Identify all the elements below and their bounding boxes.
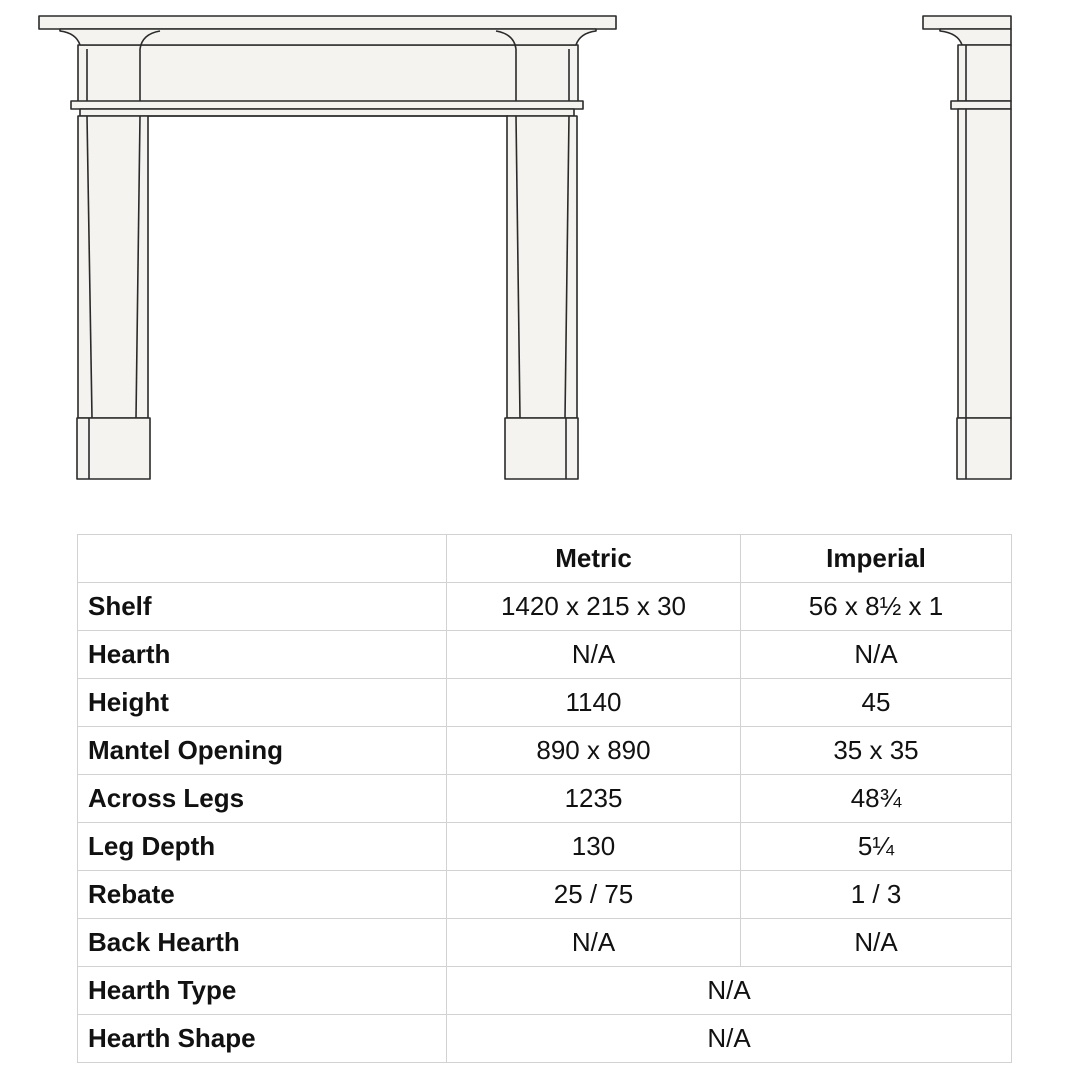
metric-value: N/A xyxy=(447,631,741,679)
frieze-panel xyxy=(78,45,578,103)
table-row xyxy=(78,679,1012,727)
mantel-shelf xyxy=(39,16,616,29)
row-label: Back Hearth xyxy=(78,919,447,967)
metric-value: 1420 x 215 x 30 xyxy=(447,583,741,631)
capital-band xyxy=(71,101,583,109)
shelf-cove xyxy=(60,29,596,45)
row-label: Leg Depth xyxy=(78,823,447,871)
side-plinth xyxy=(957,418,1011,479)
row-label: Rebate xyxy=(78,871,447,919)
right-plinth xyxy=(505,418,578,479)
row-label: Mantel Opening xyxy=(78,727,447,775)
table-row xyxy=(78,727,1012,775)
table-row xyxy=(78,583,1012,631)
row-label: Hearth Type xyxy=(78,967,447,1015)
table-row xyxy=(78,1015,1012,1063)
imperial-value: 1 / 3 xyxy=(741,871,1012,919)
metric-value: 130 xyxy=(447,823,741,871)
metric-value: 1140 xyxy=(447,679,741,727)
metric-value: N/A xyxy=(447,919,741,967)
table-header-row xyxy=(78,535,1012,583)
metric-value: 890 x 890 xyxy=(447,727,741,775)
table-row xyxy=(78,631,1012,679)
front-elevation xyxy=(39,16,616,479)
row-label: Hearth xyxy=(78,631,447,679)
imperial-value: 56 x 8½ x 1 xyxy=(741,583,1012,631)
metric-value: 25 / 75 xyxy=(447,871,741,919)
imperial-value: 35 x 35 xyxy=(741,727,1012,775)
table-row xyxy=(78,967,1012,1015)
table-row xyxy=(78,871,1012,919)
combined-value: N/A xyxy=(447,1015,1012,1063)
imperial-value: N/A xyxy=(741,919,1012,967)
table-row xyxy=(78,823,1012,871)
header-imperial: Imperial xyxy=(741,535,1012,583)
row-label: Across Legs xyxy=(78,775,447,823)
imperial-value: N/A xyxy=(741,631,1012,679)
imperial-value: 5¼ xyxy=(741,823,1012,871)
combined-value: N/A xyxy=(447,967,1012,1015)
row-label: Height xyxy=(78,679,447,727)
row-label: Hearth Shape xyxy=(78,1015,447,1063)
header-blank xyxy=(78,535,447,583)
table-row xyxy=(78,775,1012,823)
row-label: Shelf xyxy=(78,583,447,631)
imperial-value: 48¾ xyxy=(741,775,1012,823)
header-metric: Metric xyxy=(447,535,741,583)
metric-value: 1235 xyxy=(447,775,741,823)
imperial-value: 45 xyxy=(741,679,1012,727)
spec-table xyxy=(77,534,1012,1063)
side-elevation xyxy=(923,16,1011,479)
side-shelf xyxy=(923,16,1011,29)
table-row xyxy=(78,919,1012,967)
left-plinth xyxy=(77,418,150,479)
fireplace-drawing xyxy=(0,0,1080,500)
